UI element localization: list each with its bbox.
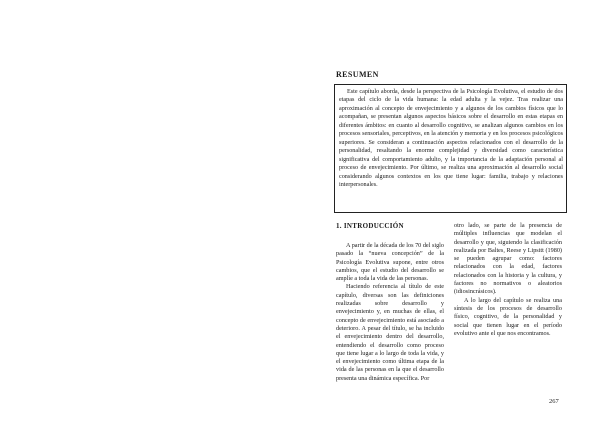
page-number: 267 [549,398,559,405]
paragraph: A lo largo del capítulo se realiza una síntesis de los procesos de desarrollo físico, cognitivo, de la personalidad y social que tienen lugar en el período evolutivo ante el que nos encontramos. [454,296,562,337]
paragraph: Haciendo referencia al título de este capítulo, diversas son las definiciones realizadas sobre desarrollo y envejecimiento y, en muchas de ellas, el concepto de envejecimiento está asociado a deterioro. A pesar del título, se ha incluido el envejecimiento dentro del desarrollo, entendiendo el desarrollo como proceso que tiene lugar a lo largo de toda la vida, y el envejecimiento como última etapa de la vida de las personas en la que el desarrollo presenta una dinámica específica. Por [336,283,444,382]
resumen-heading: RESUMEN [336,70,379,79]
section-title: 1. INTRODUCCIÓN [336,222,404,230]
resumen-abstract-box [334,84,567,213]
left-column [336,222,444,383]
paragraph: A partir de la década de los 70 del siglo pasado la “nueva concepción” de la Psicología Evolutiva supone, entre otros cambios, que el estudio del desarrollo se amplíe a toda la vida de las personas. [336,242,444,283]
right-column [454,222,562,338]
paragraph: otro lado, se parte de la presencia de múltiples influencias que modelan el desarrollo y que, siguiendo la clasificación realizada por Baltes, Reese y Lipsitt (1980) se pueden agrupar como: factores relacionados con la edad, factores relacionados con la historia y la cultura, y factores no normativos o aleatorios (idiosincrásicos). [454,222,562,296]
resumen-text: Este capítulo aborda, desde la perspectiva de la Psicología Evolutiva, el estudio de dos etapas del ciclo de la vida humana: la edad adulta y la vejez. Tras realizar una aproximación al concepto de envejecimiento y a algunos de los cambios físicos que lo acompañan, se presentan algunos aspectos básicos sobre el desarrollo en estas etapas en diferentes ámbitos: en cuanto al desarrollo cognitivo, se analizan algunos cambios en los procesos sensoriales, perceptivos, en la atención y memoria y en los procesos psicológicos superiores. Se consideran a continuación aspectos relacionados con el desarrollo de la personalidad, resaltando la enorme complejidad y diversidad como característica significativa del comportamiento adulto, y la importancia de la adaptación personal al proceso de envejecimiento. Por último, se realiza una aproximación al desarrollo social considerando algunos contextos en los que tiene lugar: familia, trabajo y relaciones interpersonales. [339,89,563,188]
